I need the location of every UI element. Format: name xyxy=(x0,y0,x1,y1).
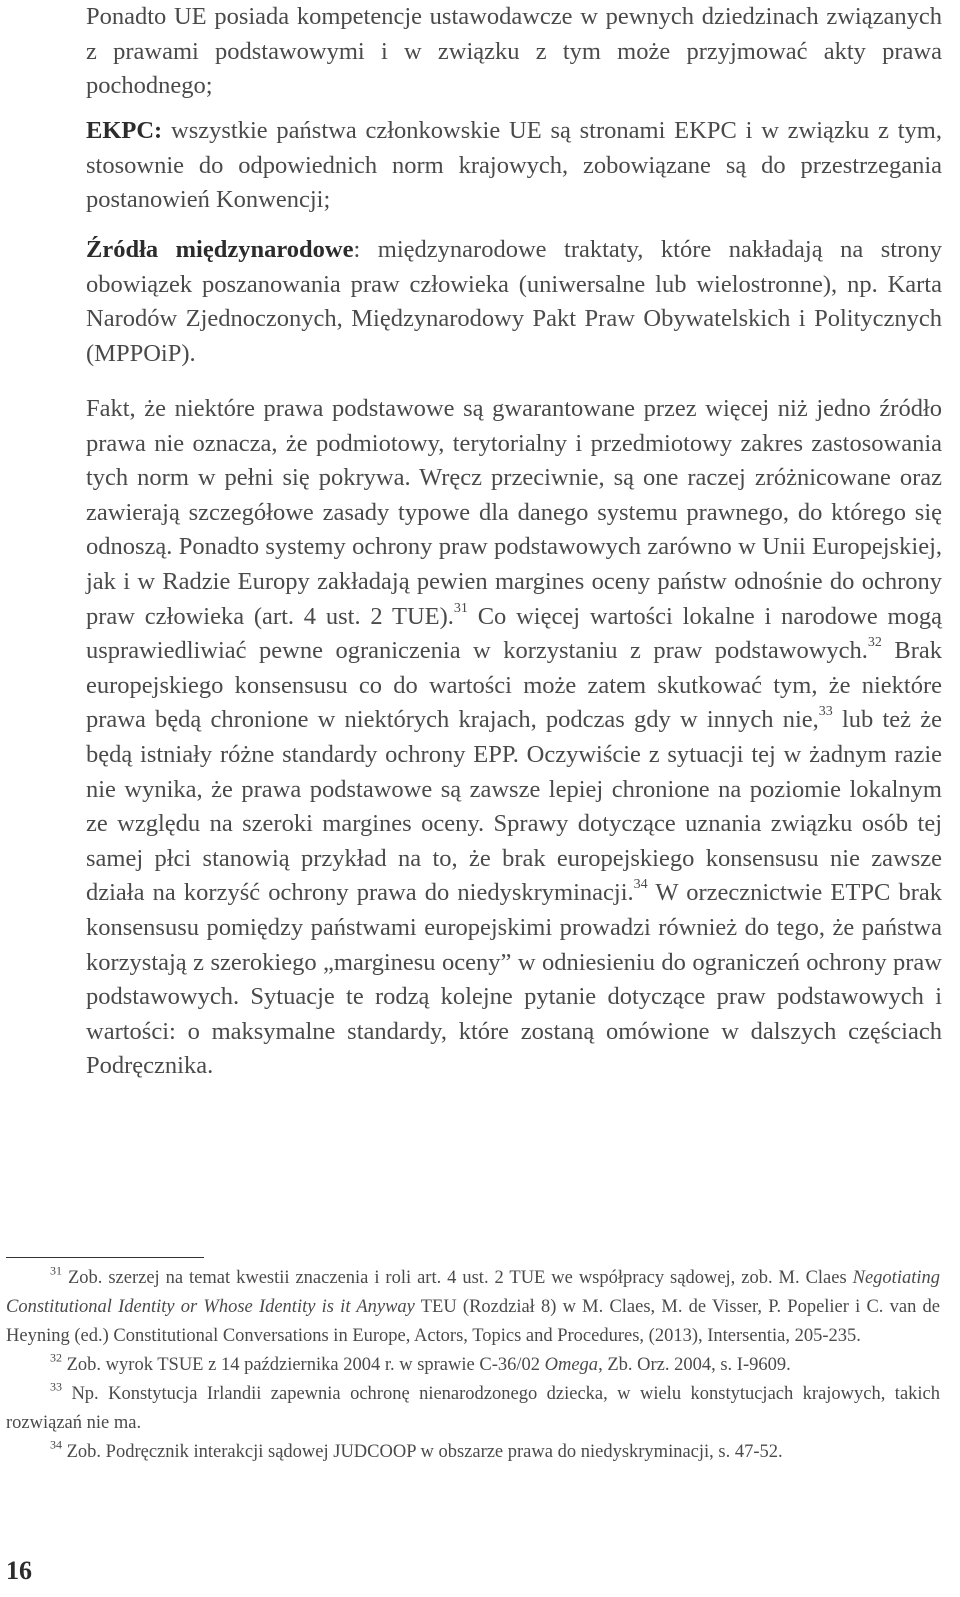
footnote-text: Zob. Podręcznik interakcji sądowej JUDCOOP w obszarze prawa do niedyskryminacji, s. 47-52. xyxy=(66,1442,783,1462)
footnote-text: TEU (Rozdział 8) w M. Claes, M. de Visser, P. Popelier i C. van de Heyning (ed.) Constitutional Conversations in Europe, Actors, Topics and Procedures, (2013), Intersentia, 205-235. xyxy=(6,1297,940,1346)
footnote-text: , Zb. Orz. 2004, s. I-9609. xyxy=(598,1355,791,1375)
footnote-title: Negotiating Constitutional Identity or Whose Identity is it Anyway xyxy=(6,1268,940,1317)
footnote-33 xyxy=(6,1380,940,1438)
paragraph-main-body xyxy=(86,392,942,1084)
footnote-number: 32 xyxy=(50,1350,62,1365)
footnote-ref-31[interactable]: 31 xyxy=(453,600,468,616)
paragraph-text: W orzecznictwie ETPC brak konsensusu pomiędzy państwami europejskimi prowadzi również do tego, że państwa korzystają z szerokiego „marginesu oceny” w odniesieniu do ograniczeń ochrony praw podstawowych. Sytuacje te rodzą kolejne pytanie dotyczące praw podstawowych i wartości: o maksymalne standardy, które zostaną omówione w dalszych częściach Podręcznika. xyxy=(86,879,942,1080)
paragraph-text: Brak europejskiego konsensusu co do wartości może zatem skutkować tym, że niektóre prawa będą chronione w niektórych krajach, podczas gdy w innych nie, xyxy=(86,637,943,734)
page-number: 16 xyxy=(6,1556,32,1585)
paragraph-ekpc xyxy=(86,114,942,218)
footnote-number: 31 xyxy=(50,1263,62,1278)
footnote-32 xyxy=(6,1351,940,1380)
paragraph-label: EKPC: xyxy=(86,117,163,144)
footnote-text: Zob. szerzej na temat kwestii znaczenia i roli art. 4 ust. 2 TUE we współpracy sądowej, zob. M. Claes xyxy=(67,1268,853,1288)
footnote-text: Zob. wyrok TSUE z 14 października 2004 r. w sprawie C-36/02 xyxy=(66,1355,545,1375)
paragraph-text: : międzynarodowe traktaty, które nakładają na strony obowiązek poszanowania praw człowieka (uniwersalne lub wielostronne), np. Karta Narodów Zjednoczonych, Międzynarodowy Pakt Praw Obywatelskich i Politycznych (MPPOiP). xyxy=(86,236,942,367)
footnote-text: Np. Konstytucja Irlandii zapewnia ochronę nienarodzonego dziecka, w wielu konstytucjach krajowych, takich rozwiązań nie ma. xyxy=(6,1384,941,1433)
footnote-34 xyxy=(6,1438,940,1467)
paragraph-label: Źródła międzynarodowe xyxy=(86,236,354,263)
paragraph-text: Fakt, że niektóre prawa podstawowe są gwarantowane przez więcej niż jedno źródło prawa nie oznacza, że podmiotowy, terytorialny i przedmiotowy zakres zastosowania tych norm w pełni się pokrywa. Wręcz przeciwnie, są one raczej zróżnicowane oraz zawierają szczegółowe zasady typowe dla danego systemu prawnego, do którego się odnoszą. Ponadto systemy ochrony praw podstawowych zarówno w Unii Europejskiej, jak i w Radzie Europy zakładają pewien margines oceny państw odnośnie do ochrony praw człowieka (art. 4 ust. 2 TUE). xyxy=(86,395,942,630)
paragraph-eu-competence xyxy=(86,0,942,104)
paragraph-international-sources xyxy=(86,233,942,371)
footnote-number: 34 xyxy=(50,1437,62,1452)
paragraph-text: Co więcej wartości lokalne i narodowe mogą usprawiedliwiać pewne ograniczenia w korzystaniu z praw podstawowych. xyxy=(86,602,942,665)
paragraph-text: lub też że będą istniały różne standardy ochrony EPP. Oczywiście z sytuacji tej w żadnym razie nie wynika, że prawa podstawowe są zawsze lepiej chronione na poziomie lokalnym ze względu na szeroki margines oceny. Sprawy dotyczące uznania związku osób tej samej płci stanowią przykład na to, że brak europejskiego konsensusu nie zawsze działa na korzyść ochrony prawa do niedyskryminacji. xyxy=(86,706,942,907)
footnote-divider xyxy=(6,1257,204,1258)
paragraph-text: wszystkie państwa członkowskie UE są stronami EKPC i w związku z tym, stosownie do odpowiednich norm krajowych, zobowiązane są do przestrzegania postanowień Konwencji; xyxy=(86,117,942,214)
footnote-31 xyxy=(6,1264,940,1351)
footnote-title: Omega xyxy=(544,1355,599,1375)
footnote-ref-33[interactable]: 33 xyxy=(818,704,833,720)
paragraph-text: Ponadto UE posiada kompetencje ustawodawcze w pewnych dziedzinach związanych z prawami podstawowymi i w związku z tym może przyjmować akty prawa pochodnego; xyxy=(86,3,942,100)
footnote-number: 33 xyxy=(50,1379,62,1394)
footnote-ref-32[interactable]: 32 xyxy=(867,635,882,651)
footnote-ref-34[interactable]: 34 xyxy=(633,877,648,893)
footnotes xyxy=(6,1264,940,1467)
